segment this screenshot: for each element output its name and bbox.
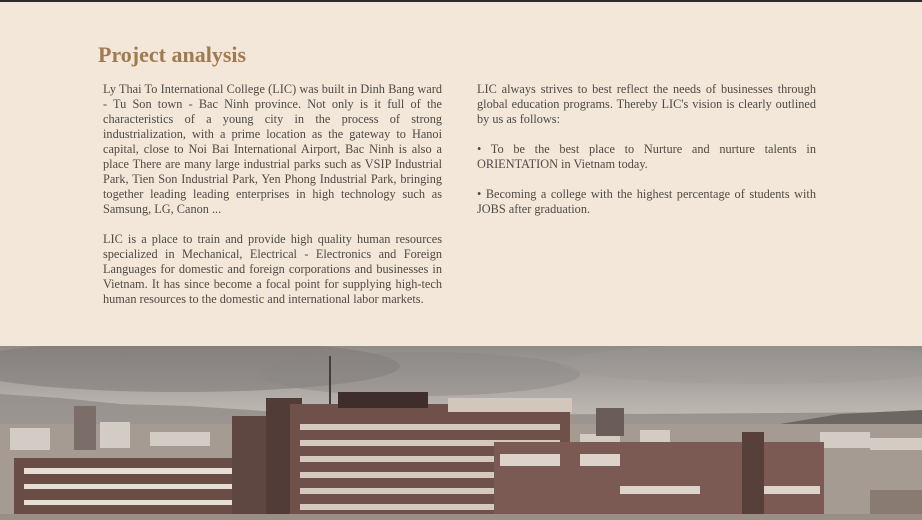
vision-bullet-2: • Becoming a college with the highest percentage of students with JOBS after graduation. [477,187,816,216]
right-text-column [477,82,816,232]
left-text-column [103,82,442,322]
intro-paragraph: Ly Thai To International College (LIC) was built in Dinh Bang ward - Tu Son town - Bac Ninh province. Not only is it full of the characteristics of a young city in the process of strong industrialization, with a prime location as the gateway to Hanoi capital, close to Noi Bai International Airport, Bac Ninh is also a place There are many large industrial parks such as VSIP Industrial Park, Tien Son Industrial Park, Yen Phong Industrial Park, bringing together leading leading enterprises in high technology such as Samsung, LG, Canon ... [103,82,442,216]
page-title: Project analysis [98,42,247,67]
vision-bullet-1: • To be the best place to Nurture and nurture talents in ORIENTATION in Vietnam today. [477,142,816,171]
vision-paragraph: LIC always strives to best reflect the needs of businesses through global education programs. Thereby LIC's vision is clearly outlined by us as follows: [477,82,816,126]
campus-photo [0,346,922,520]
campus-photo-illustration [0,346,922,520]
training-paragraph: LIC is a place to train and provide high quality human resources specialized in Mechanical, Electrical - Electronics and Foreign Languages for domestic and foreign corporations and businesses in Vietnam. It has since become a focal point for supplying high-tech human resources to the domestic and international labor markets. [103,232,442,306]
top-rule [0,0,922,2]
